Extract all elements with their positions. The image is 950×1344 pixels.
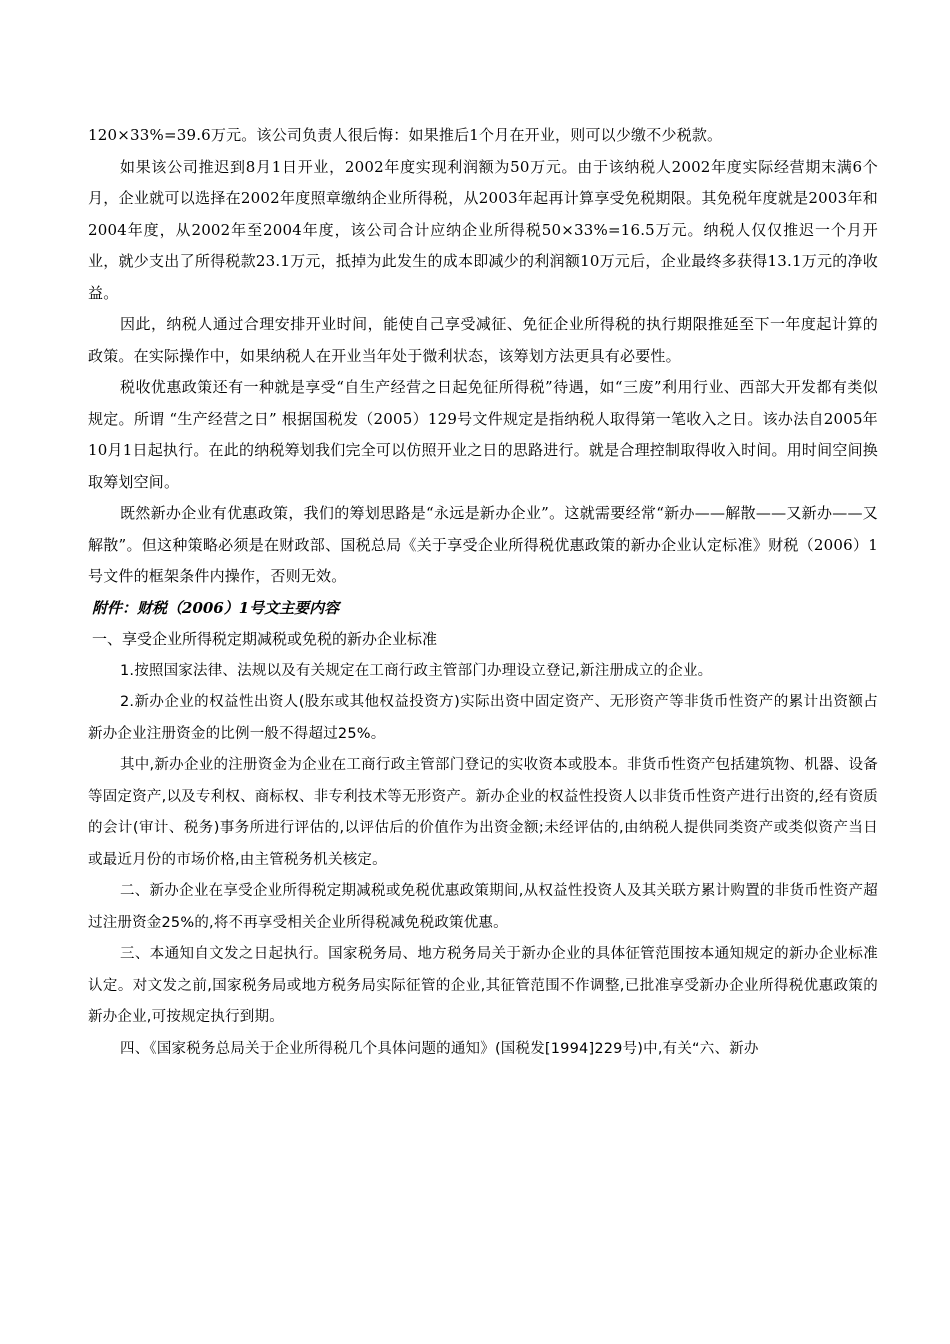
attachment-item-1: 1.按照国家法律、法规以及有关规定在工商行政主管部门办理设立登记,新注册成立的企业。 <box>120 662 713 679</box>
attachment-item-6: 四、《国家税务总局关于企业所得税几个具体问题的通知》(国税发[1994]229号)中,有关“六、新办 <box>120 1040 759 1057</box>
paragraph-4: 税收优惠政策还有一种就是享受“自生产经营之日起免征所得税”待遇，如“三废”利用行业、西部大开发都有类似规定。所谓 “生产经营之日” 根据国税发（2005）129号文件规定是指纳税人取得第一笔收入之日。该办法自2005年10月1日起执行。在此的纳税筹划我们完全可以仿照开业之日的思路进行。就是合理控制取得收入时间。用时间空间换取筹划空间。 <box>88 378 878 491</box>
document-page <box>88 120 878 1065</box>
attachment-item-5: 三、本通知自文发之日起执行。国家税务局、地方税务局关于新办企业的具体征管范围按本通知规定的新办企业标准认定。对文发之前,国家税务局或地方税务局实际征管的企业,其征管范围不作调整,已批准享受新办企业所得税优惠政策的新办企业,可按规定执行到期。 <box>88 946 878 1025</box>
section-1-title: 一、享受企业所得税定期减税或免税的新办企业标准 <box>92 630 438 648</box>
attachment-heading: 附件：财税（2006）1号文主要内容 <box>92 598 340 617</box>
paragraph-5: 既然新办企业有优惠政策，我们的筹划思路是“永远是新办企业”。这就需要经常“新办——解散——又新办——又解散”。但这种策略必须是在财政部、国税总局《关于享受企业所得税优惠政策的新办企业认定标准》财税（2006）1号文件的框架条件内操作，否则无效。 <box>88 504 878 585</box>
paragraph-2: 如果该公司推迟到8月1日开业，2002年度实现利润额为50万元。由于该纳税人2002年度实际经营期末满6个月，企业就可以选择在2002年度照章缴纳企业所得税，从2003年起再计算享受免税期限。其免税年度就是2003年和2004年度，从2002年至2004年度，该公司合计应纳企业所得税50×33%=16.5万元。纳税人仅仅推迟一个月开业，就少支出了所得税款23.1万元，抵掉为此发生的成本即减少的利润额10万元后，企业最终多获得13.1万元的净收益。 <box>88 157 878 302</box>
paragraph-3: 因此，纳税人通过合理安排开业时间，能使自己享受减征、免征企业所得税的执行期限推延至下一年度起计算的政策。在实际操作中，如果纳税人在开业当年处于微利状态，该筹划方法更具有必要性。 <box>88 315 878 365</box>
attachment-item-2: 2.新办企业的权益性出资人(股东或其他权益投资方)实际出资中固定资产、无形资产等非货币性资产的累计出资额占新办企业注册资金的比例一般不得超过25%。 <box>88 694 878 742</box>
paragraph-1: 120×33%=39.6万元。该公司负责人很后悔：如果推后1个月在开业，则可以少缴不少税款。 <box>88 126 723 144</box>
attachment-item-3: 其中,新办企业的注册资金为企业在工商行政主管部门登记的实收资本或股本。非货币性资产包括建筑物、机器、设备等固定资产,以及专利权、商标权、非专利技术等无形资产。新办企业的权益性投资人以非货币性资产进行出资的,经有资质的会计(审计、税务)事务所进行评估的,以评估后的价值作为出资金额;未经评估的,由纳税人提供同类资产或类似资产当日或最近月份的市场价格,由主管税务机关核定。 <box>88 757 878 868</box>
attachment-item-4: 二、新办企业在享受企业所得税定期减税或免税优惠政策期间,从权益性投资人及其关联方累计购置的非货币性资产超过注册资金25%的,将不再享受相关企业所得税减免税政策优惠。 <box>88 883 878 931</box>
attachment-section <box>88 593 878 1066</box>
